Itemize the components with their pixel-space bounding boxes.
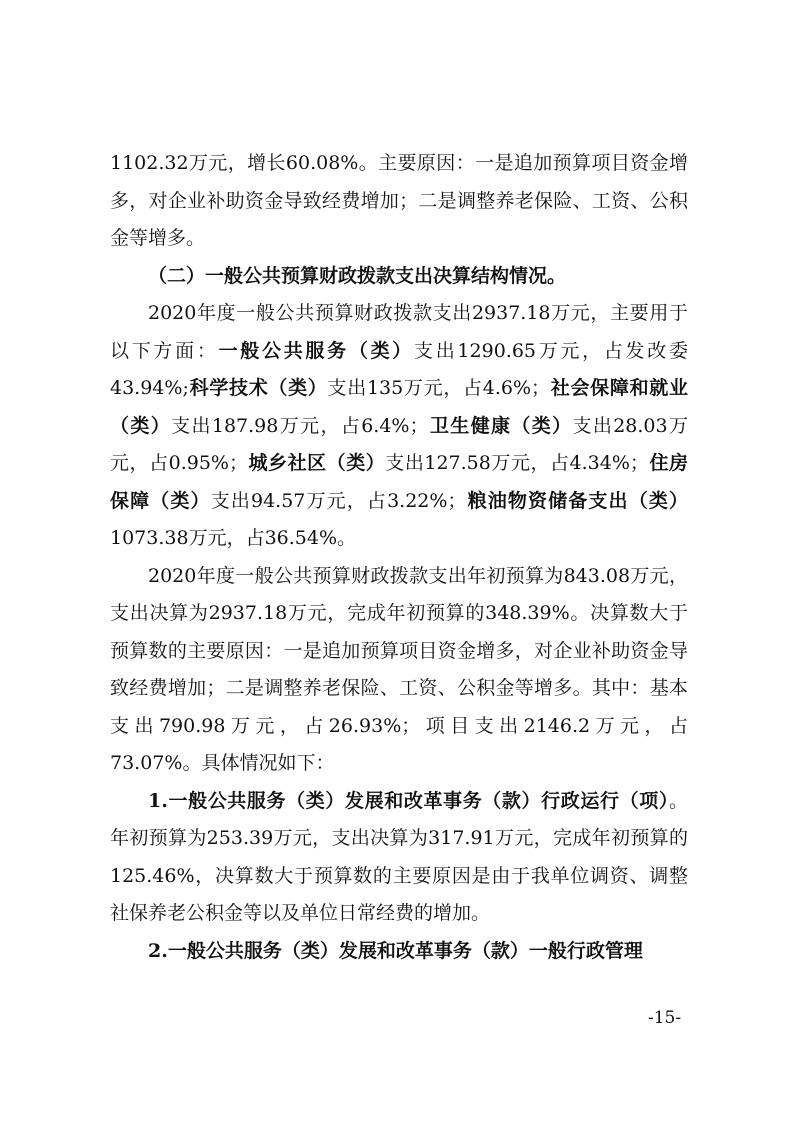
text-run: 支出127.58万元，占4.34%； <box>385 452 649 474</box>
item-number: 1. <box>148 789 168 812</box>
section-heading: （二）一般公共预算财政拨款支出决算结构情况。 <box>148 264 567 287</box>
list-item-2 <box>110 933 688 971</box>
document-body <box>110 145 688 970</box>
category-urban-rural: 城乡社区（类） <box>247 452 386 474</box>
item-body: 年初预算为253.39万元，支出决算为317.91万元，完成年初预算的125.46%，决算数大于预算数的主要原因是由于我单位调资、调整社保养老公积金等以及单位日常经费的增加。 <box>110 827 688 924</box>
category-science-technology: 科学技术（类） <box>188 377 328 399</box>
category-health: 卫生健康（类） <box>428 414 573 437</box>
text-run: 1073.38万元，占36.54%。 <box>110 527 357 549</box>
category-general-public-services: 一般公共服务（类） <box>218 339 414 362</box>
category-social-security: 社会保障和就业（类） <box>110 377 688 437</box>
item-title: 一般公共服务（类）发展和改革事务（款）一般行政管理 <box>167 939 643 962</box>
paragraph-budget-summary: 2020年度一般公共预算财政拨款支出年初预算为843.08万元，支出决算为2937.18万元，完成年初预算的348.39%。决算数大于预算数的主要原因：一是追加预算项目资金增多，对企业补助资金导致经费增加；二是调整养老保险、工资、公积金等增多。其中：基本支出790.98万元，占26.93%；项目支出2146.2万元，占73.07%。具体情况如下： <box>110 564 688 774</box>
text-run: 支出1290.65万元，占发改委43.94%; <box>110 339 688 399</box>
list-item-1 <box>110 783 688 933</box>
item-punct: 。 <box>668 789 688 812</box>
category-housing: 住房保障（类） <box>110 452 688 512</box>
text-run: 2020年度一般公共预算财政拨款支出2937.18万元，主要用于以下方面： <box>110 302 688 362</box>
category-grain-reserve: 粮油物资储备支出（类） <box>466 489 688 512</box>
item-title: 一般公共服务（类）发展和改革事务（款）行政运行（项） <box>167 789 669 812</box>
text-run: 支出28.03万元，占0.95%； <box>110 414 688 474</box>
text-run: 支出187.98万元，占6.4%； <box>171 414 429 437</box>
paragraph-continuation: 1102.32万元，增长60.08%。主要原因：一是追加预算项目资金增多，对企业补助资金导致经费增加；二是调整养老保险、工资、公积金等增多。 <box>110 152 688 249</box>
text-run: 支出135万元，占4.6%； <box>327 377 551 399</box>
paragraph-expenditure-structure <box>110 295 688 558</box>
item-number: 2. <box>148 939 168 962</box>
text-run: 支出94.57万元，占3.22%； <box>210 489 467 512</box>
page-number: -15- <box>648 1008 682 1028</box>
